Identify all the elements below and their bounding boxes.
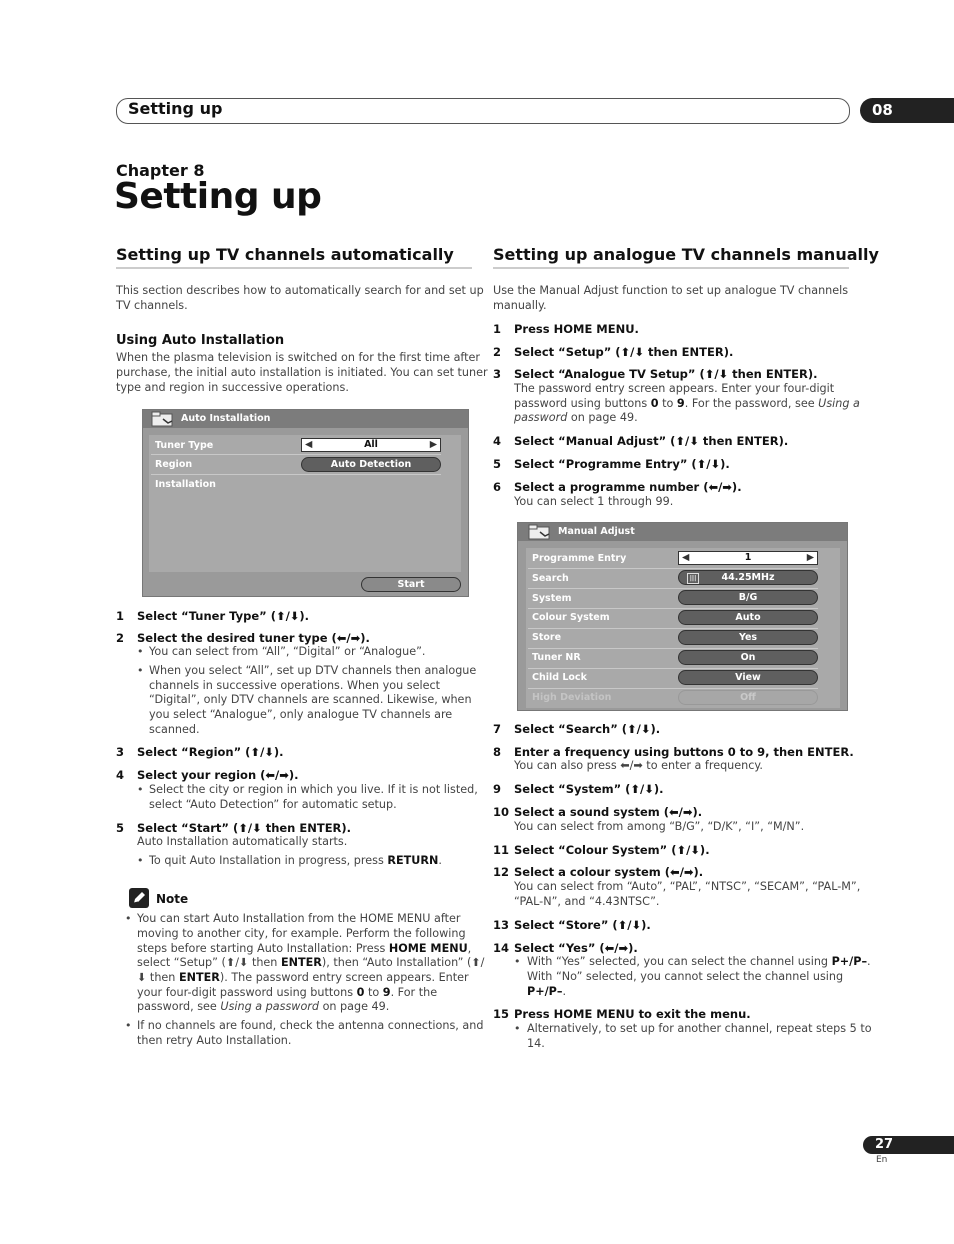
step-text: Select “Yes” (⬅/➡).: [514, 941, 638, 955]
row-divider: [528, 668, 818, 669]
note-text: moving to another city, for example. Perform the following: [137, 927, 466, 940]
step-number: 7: [493, 722, 502, 736]
child-lock-label: Child Lock: [532, 672, 587, 683]
note-pencil-icon: [129, 888, 149, 908]
row-divider: [528, 648, 818, 649]
step-text: Select “Region” (⬆/⬇).: [137, 745, 284, 759]
left-sub-line-3: type and region in successive operations.: [116, 381, 349, 394]
step-text: Select a sound system (⬅/➡).: [514, 805, 703, 819]
step-text: Select your region (⬅/➡).: [137, 768, 299, 782]
left-intro-line-2: TV channels.: [116, 299, 188, 312]
row-divider: [528, 688, 818, 689]
tuner-type-value: All: [364, 439, 378, 450]
bullet-dot: •: [514, 1022, 521, 1035]
search-label: Search: [532, 573, 569, 584]
folder-icon: [528, 524, 552, 541]
header-chapter-number: 08: [860, 98, 954, 123]
step-text: Select “Setup” (⬆/⬇ then ENTER).: [514, 345, 734, 359]
step-number: 1: [493, 322, 502, 336]
tuner-nr-label: Tuner NR: [532, 652, 581, 663]
digits-icon: |||: [687, 573, 699, 584]
folder-icon: [151, 411, 175, 428]
bullet-text: P+/P–.: [527, 985, 567, 998]
step-text: Press HOME MENU to exit the menu.: [514, 1007, 751, 1021]
step-text: Select “Start” (⬆/⬇ then ENTER).: [137, 821, 352, 835]
high-deviation-label: High Deviation: [532, 692, 612, 703]
step-sub-text: “PAL-N”, and “4.43NTSC”.: [514, 895, 660, 908]
step-sub-text: You can also press ⬅/➡ to enter a frequency.: [514, 759, 763, 772]
step-text: Select the desired tuner type (⬅/➡).: [137, 631, 370, 645]
screen-title: Manual Adjust: [558, 526, 635, 537]
step-number: 5: [116, 821, 125, 835]
left-sub-line-2: purchase, the initial auto installation is initiated. You can set tuner: [116, 366, 488, 379]
bullet-text: Alternatively, to set up for another channel, repeat steps 5 to: [527, 1022, 872, 1035]
step-number: 8: [493, 745, 502, 759]
step-sub-text: Auto Installation automatically starts.: [137, 835, 348, 848]
step-number: 5: [493, 457, 502, 471]
step-text: Enter a frequency using buttons 0 to 9, then ENTER.: [514, 745, 854, 759]
bullet-dot: •: [137, 783, 144, 796]
colour-system-label: Colour System: [532, 612, 610, 623]
manual-adjust-screen: [517, 522, 848, 711]
screen-body: [149, 435, 461, 572]
right-heading-rule: [493, 267, 849, 269]
chapter-title: Setting up: [114, 176, 322, 217]
installation-label: Installation: [155, 479, 216, 490]
bullet-dot: •: [125, 912, 132, 925]
language-code: En: [876, 1155, 888, 1165]
step-sub-text: You can select 1 through 99.: [514, 495, 674, 508]
note-text: If no channels are found, check the antenna connections, and: [137, 1019, 484, 1032]
bullet-dot: •: [137, 645, 144, 658]
bullet-dot: •: [137, 664, 144, 677]
left-heading-rule: [116, 267, 472, 269]
step-text: Press HOME MENU.: [514, 322, 639, 336]
auto-installation-screen: [142, 409, 469, 597]
step-number: 9: [493, 782, 502, 796]
note-text: password, see Using a password on page 49.: [137, 1000, 390, 1013]
right-intro-line-1: Use the Manual Adjust function to set up analogue TV channels: [493, 284, 849, 297]
child-lock-selector[interactable]: View: [678, 670, 818, 685]
step-number: 2: [116, 631, 125, 645]
row-divider: [528, 608, 818, 609]
programme-entry-value: 1: [744, 552, 752, 563]
header-section-title: Setting up: [128, 99, 223, 118]
right-section-heading: Setting up analogue TV channels manually: [493, 245, 879, 264]
step-text: Select “Colour System” (⬆/⬇).: [514, 843, 710, 857]
bullet-text: To quit Auto Installation in progress, press RETURN.: [149, 854, 442, 867]
bullet-text: 14.: [527, 1037, 545, 1050]
right-intro-line-2: manually.: [493, 299, 547, 312]
high-deviation-selector: Off: [678, 690, 818, 705]
note-text: You can start Auto Installation from the HOME MENU after: [137, 912, 461, 925]
note-text: steps before starting Auto Installation: Press HOME MENU,: [137, 942, 472, 955]
step-number: 2: [493, 345, 502, 359]
programme-entry-label: Programme Entry: [532, 553, 627, 564]
note-text: then retry Auto Installation.: [137, 1034, 292, 1047]
store-label: Store: [532, 632, 562, 643]
left-sub-line-1: When the plasma television is switched on for the first time after: [116, 351, 481, 364]
arrow-right-icon[interactable]: ▶: [806, 552, 814, 563]
step-text: Select “Programme Entry” (⬆/⬇).: [514, 457, 730, 471]
store-selector[interactable]: Yes: [678, 630, 818, 645]
region-selector[interactable]: Auto Detection: [301, 457, 441, 472]
search-frequency-value: 44.25MHz: [721, 572, 775, 583]
step-text: Select “Search” (⬆/⬇).: [514, 722, 661, 736]
step-sub-text: You can select from among “B/G”, “D/K”, “I”, “M/N”.: [514, 820, 805, 833]
note-text: ⬇ then ENTER). The password entry screen appears. Enter: [137, 971, 469, 984]
screen-title: Auto Installation: [181, 413, 271, 424]
step-sub-text: The password entry screen appears. Enter your four-digit: [514, 382, 835, 395]
note-text: select “Setup” (⬆/⬇ then ENTER), then “Auto Installation” (⬆/: [137, 956, 485, 969]
step-text: Select “System” (⬆/⬇).: [514, 782, 664, 796]
arrow-left-icon[interactable]: ◀: [305, 439, 313, 450]
subheading-auto-installation: Using Auto Installation: [116, 333, 285, 348]
step-number: 3: [493, 367, 502, 381]
bullet-text: Select the city or region in which you live. If it is not listed,: [149, 783, 478, 796]
step-sub-text: password on page 49.: [514, 411, 638, 424]
note-label: Note: [156, 892, 189, 906]
tuner-nr-selector[interactable]: On: [678, 650, 818, 665]
bullet-dot: •: [514, 955, 521, 968]
step-number: 11: [493, 843, 510, 857]
step-number: 6: [493, 480, 502, 494]
arrow-right-icon[interactable]: ▶: [429, 439, 437, 450]
step-number: 10: [493, 805, 510, 819]
row-divider: [528, 628, 818, 629]
region-label: Region: [155, 459, 193, 470]
bullet-text: With “No” selected, you cannot select the channel using: [527, 970, 844, 983]
bullet-text: scanned.: [149, 723, 200, 736]
header-bar: [116, 98, 850, 124]
step-number: 13: [493, 918, 510, 932]
start-button[interactable]: Start: [361, 577, 461, 592]
tuner-type-label: Tuner Type: [155, 440, 214, 451]
tuner-type-selector[interactable]: [301, 438, 441, 452]
system-label: System: [532, 593, 572, 604]
bullet-text: “Digital”, only DTV channels are scanned. Likewise, when: [149, 693, 472, 706]
left-section-heading: Setting up TV channels automatically: [116, 245, 454, 264]
row-divider: [151, 454, 441, 455]
bullet-dot: •: [125, 1019, 132, 1032]
step-text: Select “Tuner Type” (⬆/⬇).: [137, 609, 310, 623]
row-divider: [528, 568, 818, 569]
step-text: Select “Store” (⬆/⬇).: [514, 918, 651, 932]
bullet-text: channels in successive operations. When you select: [149, 679, 441, 692]
bullet-text: You can select from “All”, “Digital” or “Analogue”.: [149, 645, 426, 658]
step-number: 3: [116, 745, 125, 759]
step-number: 12: [493, 865, 510, 879]
row-divider: [528, 588, 818, 589]
row-divider: [151, 474, 441, 475]
step-number: 4: [116, 768, 125, 782]
bullet-text: When you select “All”, set up DTV channels then analogue: [149, 664, 477, 677]
arrow-left-icon[interactable]: ◀: [682, 552, 690, 563]
step-number: 15: [493, 1007, 510, 1021]
chapter-label: Chapter 8: [116, 161, 205, 180]
left-intro-line-1: This section describes how to automatically search for and set up: [116, 284, 484, 297]
programme-entry-selector[interactable]: [678, 551, 818, 565]
step-text: Select a programme number (⬅/➡).: [514, 480, 742, 494]
step-number: 1: [116, 609, 125, 623]
note-text: your four-digit password using buttons 0 to 9. For the: [137, 986, 438, 999]
system-selector[interactable]: B/G: [678, 590, 818, 605]
step-text: Select “Analogue TV Setup” (⬆/⬇ then ENTER).: [514, 367, 818, 381]
step-text: Select “Manual Adjust” (⬆/⬇ then ENTER).: [514, 434, 789, 448]
step-number: 14: [493, 941, 510, 955]
colour-system-selector[interactable]: Auto: [678, 610, 818, 625]
page-number: 27: [863, 1136, 954, 1154]
step-sub-text: password using buttons 0 to 9. For the password, see Using a: [514, 397, 860, 410]
step-text: Select a colour system (⬅/➡).: [514, 865, 704, 879]
step-number: 4: [493, 434, 502, 448]
bullet-text: With “Yes” selected, you can select the channel using P+/P–.: [527, 955, 871, 968]
bullet-text: select “Auto Detection” for automatic setup.: [149, 798, 397, 811]
search-frequency-field[interactable]: [678, 570, 818, 585]
bullet-text: you select “Analogue”, only analogue TV channels are: [149, 708, 453, 721]
bullet-dot: •: [137, 854, 144, 867]
step-sub-text: You can select from “Auto”, “PAL”, “NTSC”, “SECAM”, “PAL-M”,: [514, 880, 861, 893]
